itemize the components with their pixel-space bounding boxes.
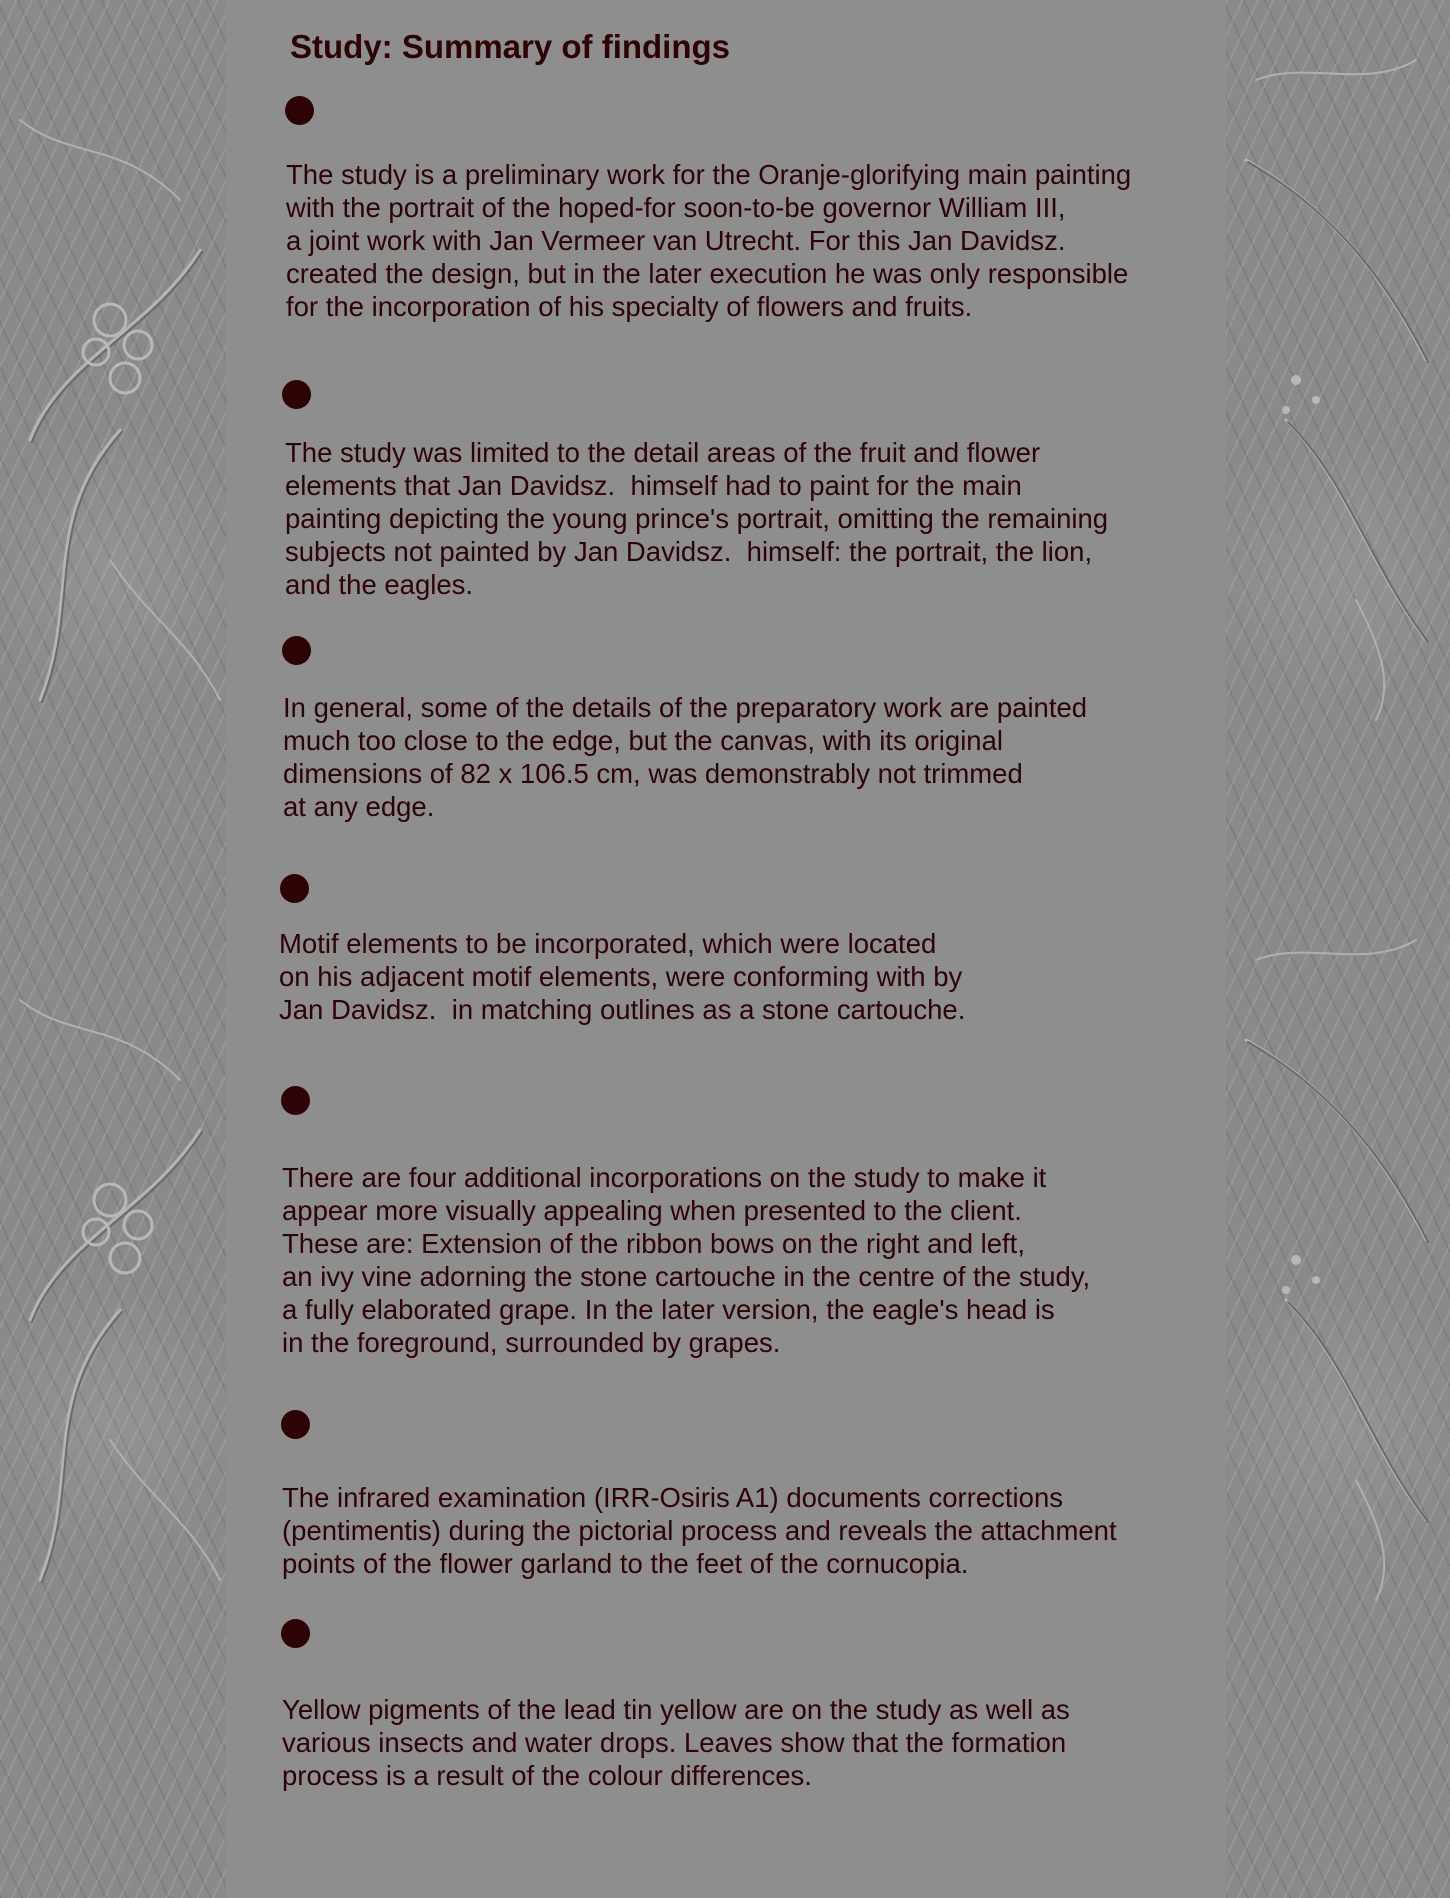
filled-circle-bullet-icon: [282, 380, 311, 409]
floral-relief-right: [1226, 0, 1450, 1898]
filled-circle-bullet-icon: [281, 1086, 310, 1115]
left-relief-panel: [0, 0, 226, 1898]
finding-paragraph-7: Yellow pigments of the lead tin yellow are on the study as well as various insects and water drops. Leaves show that the formation process is a result of the colour differences.: [282, 1694, 1070, 1791]
filled-circle-bullet-icon: [281, 1619, 310, 1648]
right-relief-panel: [1226, 0, 1450, 1898]
page-title: Study: Summary of findings: [290, 28, 731, 65]
filled-circle-bullet-icon: [280, 874, 309, 903]
filled-circle-bullet-icon: [282, 636, 311, 665]
filled-circle-bullet-icon: [285, 96, 314, 125]
finding-paragraph-2: The study was limited to the detail areas of the fruit and flower elements that Jan Davidsz. himself had to paint for the main painting depicting the young prince's portrait, omitting the remaining subjects not painted by Jan Davidsz. himself: the portrait, the lion, and the eagles.: [285, 437, 1109, 600]
finding-paragraph-4: Motif elements to be incorporated, which were located on his adjacent motif elements, were conforming with by Jan Davidsz. in matching outlines as a stone cartouche.: [279, 928, 966, 1025]
finding-paragraph-6: The infrared examination (IRR-Osiris A1) documents corrections (pentimentis) during the pictorial process and reveals the attachment points of the flower garland to the feet of the cornucopia.: [282, 1482, 1117, 1579]
findings-panel: [226, 0, 1226, 1898]
finding-paragraph-5: There are four additional incorporations on the study to make it appear more visually appealing when presented to the client. These are: Extension of the ribbon bows on the right and left, an ivy vine adorning the stone cartouche in the centre of the study, a fully elaborated grape. In the later version, the eagle's head is in the foreground, surrounded by grapes.: [282, 1162, 1091, 1358]
floral-relief-left: [0, 0, 226, 1898]
finding-paragraph-1: The study is a preliminary work for the Oranje-glorifying main painting with the portrait of the hoped-for soon-to-be governor William III, a joint work with Jan Vermeer van Utrecht. For this Jan Davidsz. created the design, but in the later execution he was only responsible for the incorporation of his specialty of flowers and fruits.: [286, 159, 1132, 322]
filled-circle-bullet-icon: [281, 1410, 310, 1439]
finding-paragraph-3: In general, some of the details of the preparatory work are painted much too close to the edge, but the canvas, with its original dimensions of 82 x 106.5 cm, was demonstrably not trimmed at any edge.: [283, 692, 1088, 822]
